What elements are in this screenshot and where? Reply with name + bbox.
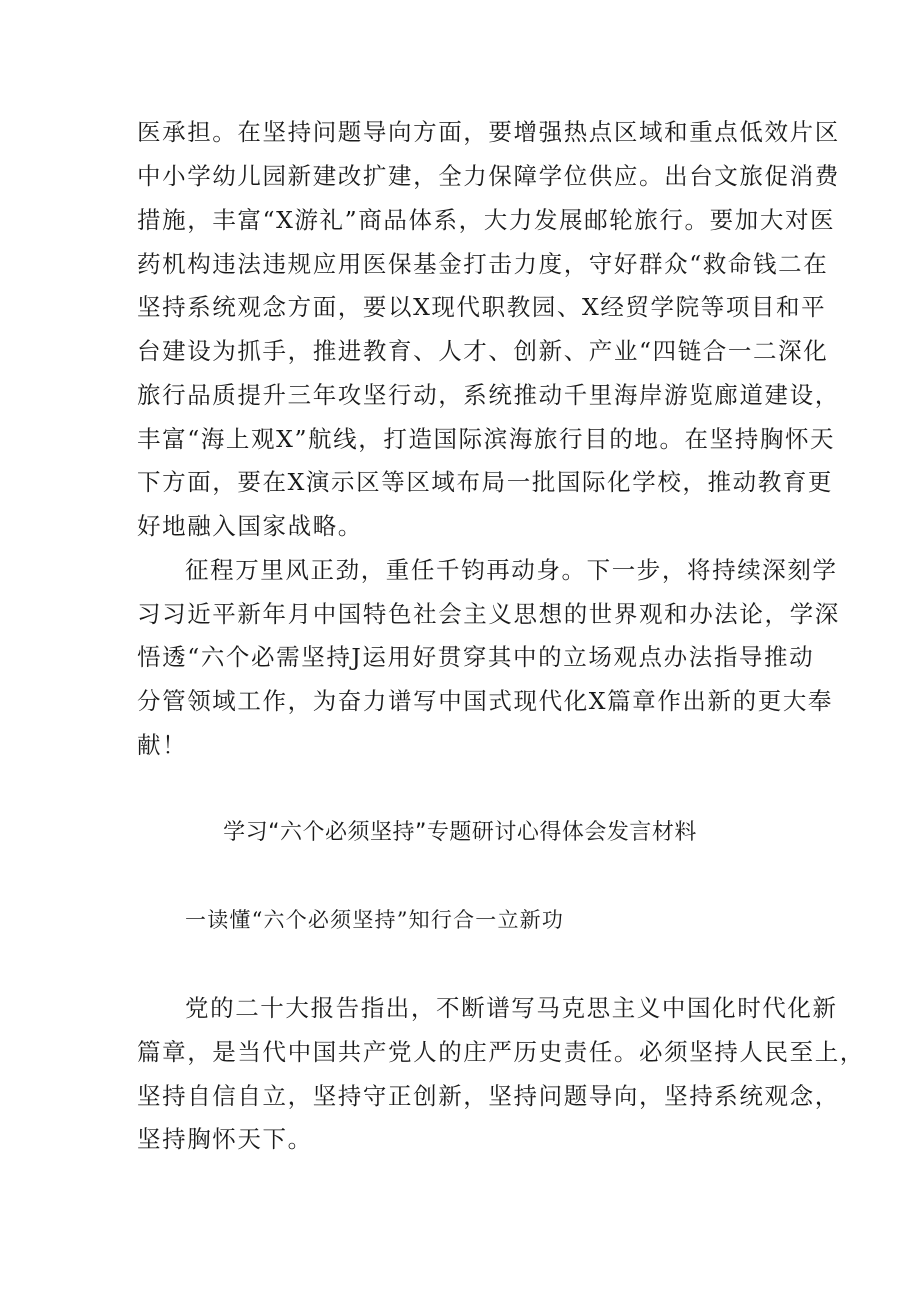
- paragraph-line: 征程万里风正劲，重任千钧再动身。下一步，将持续深刻学: [185, 556, 838, 584]
- paragraph-line: 献！: [137, 731, 188, 759]
- paragraph-line: 分管领域工作，为奋力谱写中国式现代化X篇章作出新的更大奉: [137, 687, 834, 715]
- paragraph-line: 坚持胸怀天下。: [137, 1125, 313, 1153]
- section-title: 学习“六个必须坚持”专题研讨心得体会发言材料: [223, 820, 697, 845]
- paragraph-line: 丰富“海上观X”航线，打造国际滨海旅行目的地。在坚持胸怀天: [137, 425, 836, 453]
- paragraph-line: 习习近平新年月中国特色社会主义思想的世界观和办法论，学深: [137, 600, 840, 628]
- paragraph-line: 坚持系统观念方面，要以X现代职教园、X经贸学院等项目和平: [137, 293, 827, 321]
- paragraph-line: 台建设为抓手，推进教育、人才、创新、产业“四链合一二深化: [137, 337, 829, 365]
- paragraph-line: 好地融入国家战略。: [137, 512, 363, 540]
- paragraph-line: 坚持自信自立，坚持守正创新，坚持问题导向，坚持系统观念，: [137, 1082, 840, 1110]
- paragraph-line: 药机构违法违规应用医保基金打击力度，守好群众“救命钱二在: [137, 250, 829, 278]
- paragraph-line: 党的二十大报告指出，不断谱写马克思主义中国化时代化新: [185, 994, 838, 1022]
- paragraph-line: 悟透“六个必需坚持J运用好贯穿其中的立场观点办法指导推动: [137, 643, 815, 671]
- subheading: 一读懂“六个必须坚持”知行合一立新功: [185, 908, 565, 932]
- paragraph-line: 中小学幼儿园新建改扩建，全力保障学位供应。出台文旅促消费: [137, 162, 840, 190]
- paragraph-line: 医承担。在坚持问题导向方面，要增强热点区域和重点低效片区: [137, 118, 840, 146]
- paragraph-line: 旅行品质提升三年攻坚行动，系统推动千里海岸游览廊道建设，: [137, 381, 840, 409]
- paragraph-line: 措施，丰富“X游礼”商品体系，大力发展邮轮旅行。要加大对医: [137, 206, 836, 234]
- paragraph-line: 篇章，是当代中国共产党人的庄严历史责任。必须坚持人民至上，: [137, 1038, 865, 1066]
- paragraph-line: 下方面，要在X演示区等区域布局一批国际化学校，推动教育更: [137, 468, 834, 496]
